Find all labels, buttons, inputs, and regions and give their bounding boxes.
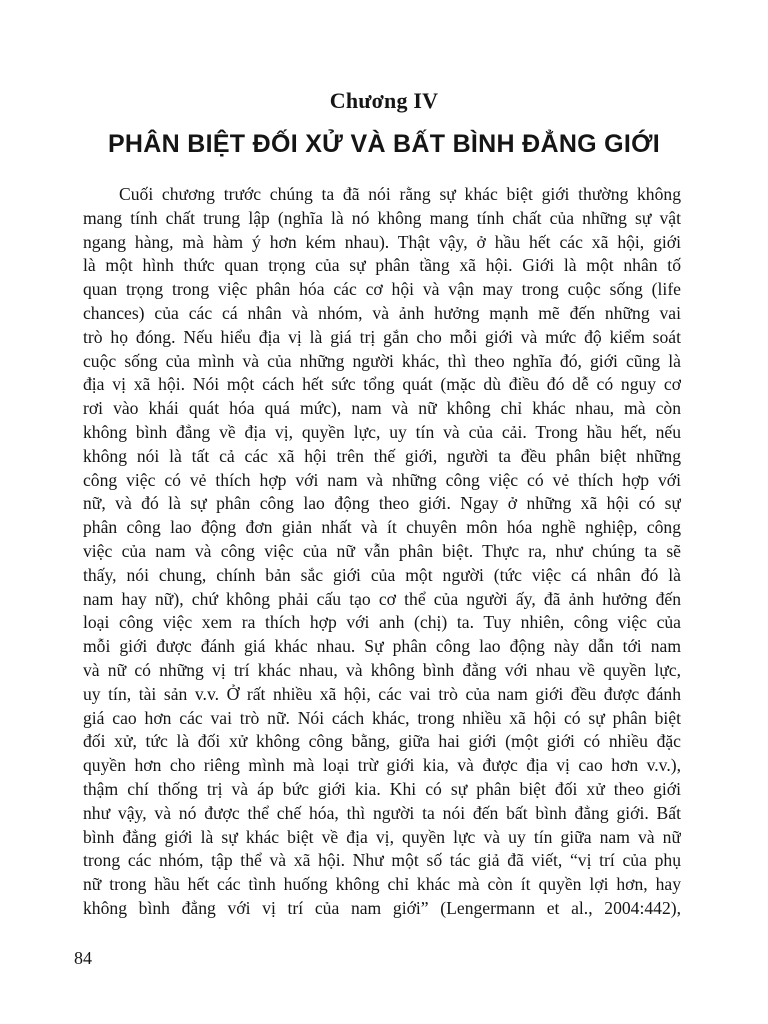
text-line: ngang hàng, mà hàm ý hơn kém nhau). Thật vậy, ở hầu hết các xã hội, giới (83, 231, 681, 252)
text-line: nam hay nữ), chứ không phải cấu tạo cơ thể của người ấy, đã ảnh hưởng đến (83, 588, 681, 609)
text-line: thậm chí thống trị và áp bức giới kia. Khi có sự phân biệt đối xử theo giới (83, 778, 681, 799)
text-line: mang tính chất trung lập (nghĩa là nó không mang tính chất của những sự vật (83, 207, 681, 228)
text-line: công việc có vẻ thích hợp với nam và những công việc có vẻ thích hợp với (83, 469, 681, 490)
text-line: rơi vào khái quát hóa quá mức), nam và nữ không chỉ khác nhau, mà còn (83, 398, 681, 419)
text-line: không bình đẳng về địa vị, quyền lực, uy tín và của cải. Trong hầu hết, nếu (83, 421, 681, 442)
chapter-label: Chương IV (329, 88, 439, 113)
text-line: quyền hơn cho riêng mình mà loại trừ giới kia, và được địa vị cao hơn v.v.), (83, 755, 681, 776)
text-line: nữ, và đó là sự phân công lao động theo giới. Ngay ở những xã hội có sự (83, 493, 681, 514)
body-paragraph (83, 183, 681, 921)
text-line: giá cao hơn các vai trò nữ. Nói cách khác, trong nhiều xã hội có sự phân biệt (83, 707, 681, 728)
text-line: phân công lao động đơn giản nhất và ít chuyên môn hóa nghề nghiệp, công (83, 517, 681, 538)
text-line: là một hình thức quan trọng của sự phân tầng xã hội. Giới là một nhân tố (83, 255, 681, 276)
text-line: cuộc sống của mình và của những người khác, thì theo nghĩa đó, giới cũng là (83, 350, 681, 371)
text-line: không bình đẳng với vị trí của nam giới” (Lengermann et al., 2004:442), (83, 897, 681, 918)
text-line: Cuối chương trước chúng ta đã nói rằng sự khác biệt giới thường không (119, 184, 681, 204)
text-line: việc của nam và công việc của nữ vẫn phân biệt. Thực ra, như chúng ta sẽ (83, 540, 681, 561)
text-line: mỗi giới được đánh giá khác nhau. Sự phân công lao động này dẫn tới nam (83, 636, 681, 657)
text-line: loại công việc xem ra thích hợp với anh (chị) ta. Tuy nhiên, công việc của (83, 612, 681, 633)
text-line: trong các nhóm, tập thể và xã hội. Như một số tác giả đã viết, “vị trí của phụ (83, 850, 681, 871)
text-line: trò họ đóng. Nếu hiểu địa vị là giá trị gắn cho mỗi giới và mức độ kiểm soát (83, 326, 681, 347)
text-line: như vậy, và nó được thể chế hóa, thì người ta nói đến bất bình đẳng giới. Bất (83, 802, 681, 823)
text-line: và nữ có những vị trí khác nhau, và không bình đẳng với nhau về quyền lực, (83, 659, 681, 680)
text-line: đối xử, tức là đối xử không công bằng, giữa hai giới (một giới có nhiều đặc (83, 731, 681, 752)
text-line: chances) của các cá nhân và nhóm, và ảnh hưởng mạnh mẽ đến những vai (83, 302, 681, 323)
chapter-title: PHÂN BIỆT ĐỐI XỬ VÀ BẤT BÌNH ĐẲNG GIỚI (107, 130, 661, 158)
text-line: uy tín, tài sản v.v. Ở rất nhiều xã hội, các vai trò của nam giới đều được đánh (83, 683, 681, 704)
text-line: địa vị xã hội. Nói một cách hết sức tổng quát (mặc dù điều đó dễ có nguy cơ (83, 374, 681, 395)
text-line: nữ trong hầu hết các tình huống không chỉ khác mà còn ít quyền lợi hơn, hay (83, 874, 681, 895)
text-line: thấy, nói chung, chính bản sắc giới của một người (tức việc cá nhân đó là (83, 564, 681, 585)
text-line: không nói là tất cả các xã hội trên thế giới, người ta đều phân biệt những (83, 445, 681, 466)
text-line: bình đẳng giới là sự khác biệt về địa vị, quyền lực và uy tín giữa nam và nữ (83, 826, 681, 847)
page-number: 84 (74, 948, 92, 968)
text-line: quan trọng trong việc phân hóa các cơ hội và vận may trong cuộc sống (life (83, 279, 681, 300)
